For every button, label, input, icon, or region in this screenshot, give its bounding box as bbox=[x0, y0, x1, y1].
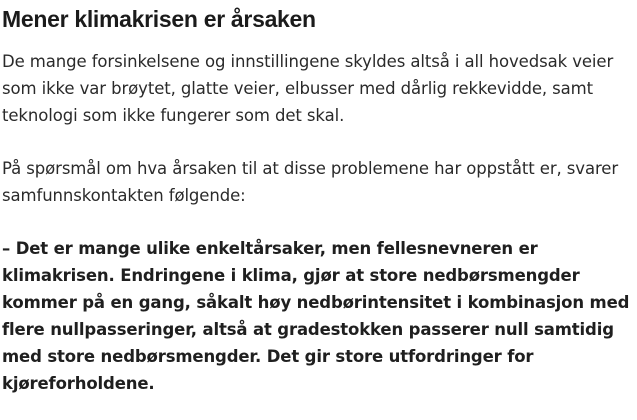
paragraph-delays: De mange forsinkelsene og innstillingene skyldes altså i all hovedsak veier som ikke var brøytet, glatte veier, elbusser med dårlig rekkevidde, samt teknologi som ikke fungerer som det skal. bbox=[2, 52, 614, 125]
section-heading: Mener klimakrisen er årsaken bbox=[2, 6, 316, 32]
paragraph-question: På spørsmål om hva årsaken til at disse problemene har oppstått er, svarer samfunnskontakten følgende: bbox=[2, 159, 619, 205]
quote-paragraph: – Det er mange ulike enkeltårsaker, men fellesnevneren er klimakrisen. Endringene i klima, gjør at store nedbørsmengder kommer på en gang, såkalt høy nedbørintensitet i kombinasjon med flere nullpasseringer, altså at gradestokken passerer null samtidig med store nedbørsmengder. Det gir store utfordringer for kjøreforholdene. bbox=[2, 239, 630, 393]
